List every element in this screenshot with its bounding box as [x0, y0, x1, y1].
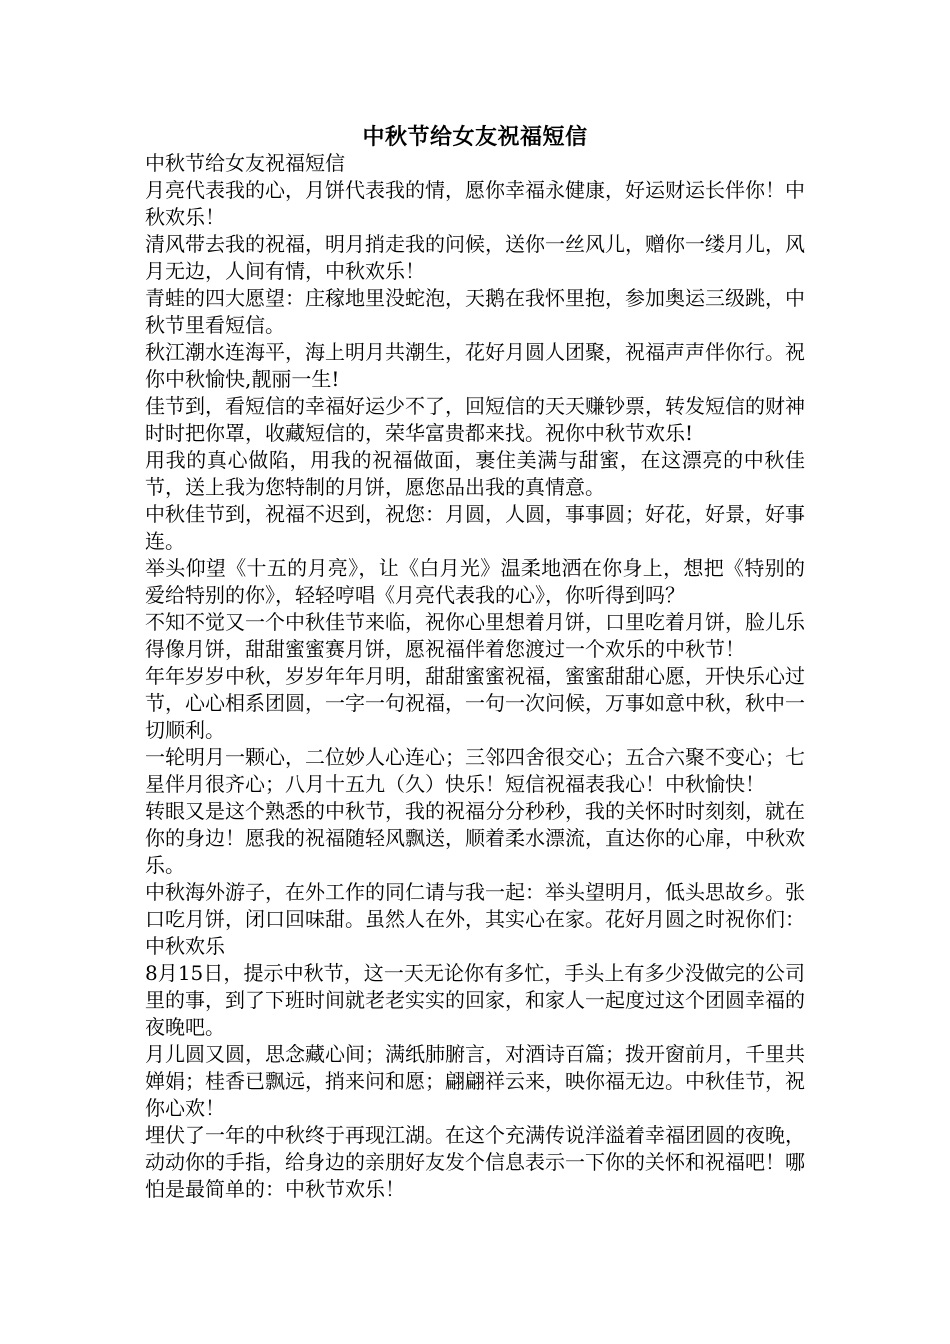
paragraph: 用我的真心做陷，用我的祝福做面，裹住美满与甜蜜，在这漂亮的中秋佳节，送上我为您特制的月饼，愿您品出我的真情意。 — [145, 448, 805, 499]
paragraph: 转眼又是这个熟悉的中秋节，我的祝福分分秒秒，我的关怀时时刻刻，就在你的身边！愿我的祝福随轻风飘送，顺着柔水漂流，直达你的心扉，中秋欢乐。 — [145, 799, 805, 877]
paragraph: 中秋节给女友祝福短信 — [145, 151, 345, 175]
paragraph: 月儿圆又圆，思念藏心间；满纸肺腑言，对酒诗百篇；拨开窗前月，千里共婵娟；桂香已飘远，捎来问和愿；翩翩祥云来，映你福无边。中秋佳节，祝你心欢！ — [145, 1042, 805, 1120]
document-title: 中秋节给女友祝福短信 — [362, 124, 588, 150]
paragraph: 一轮明月一颗心，二位妙人心连心；三邻四舍很交心；五合六聚不变心；七星伴月很齐心；八月十五九（久）快乐！短信祝福表我心！中秋愉快！ — [145, 745, 805, 796]
paragraph: 不知不觉又一个中秋佳节来临，祝你心里想着月饼，口里吃着月饼，脸儿乐得像月饼，甜甜蜜蜜赛月饼，愿祝福伴着您渡过一个欢乐的中秋节！ — [145, 610, 805, 661]
document-body — [145, 150, 805, 1203]
paragraph: 佳节到，看短信的幸福好运少不了，回短信的天天赚钞票，转发短信的财神时时把你罩，收藏短信的，荣华富贵都来找。祝你中秋节欢乐! — [145, 394, 805, 445]
paragraph: 中秋海外游子，在外工作的同仁请与我一起：举头望明月，低头思故乡。张口吃月饼，闭口回味甜。虽然人在外，其实心在家。花好月圆之时祝你们：中秋欢乐 — [145, 880, 805, 958]
paragraph: 秋江潮水连海平，海上明月共潮生，花好月圆人团聚，祝福声声伴你行。祝你中秋愉快,靓丽一生! — [145, 340, 805, 391]
paragraph: 举头仰望《十五的月亮》，让《白月光》温柔地洒在你身上，想把《特别的爱给特别的你》，轻轻哼唱《月亮代表我的心》，你听得到吗？ — [145, 556, 805, 607]
paragraph: 清风带去我的祝福，明月捎走我的问候，送你一丝风儿，赠你一缕月儿，风月无边，人间有情，中秋欢乐！ — [145, 232, 805, 283]
paragraph: 青蛙的四大愿望：庄稼地里没蛇泡，天鹅在我怀里抱，参加奥运三级跳，中秋节里看短信。 — [145, 286, 805, 337]
paragraph: 中秋佳节到，祝福不迟到，祝您：月圆，人圆，事事圆；好花，好景，好事连。 — [145, 502, 805, 553]
paragraph: 月亮代表我的心，月饼代表我的情，愿你幸福永健康，好运财运长伴你！中秋欢乐！ — [145, 178, 805, 229]
paragraph: 埋伏了一年的中秋终于再现江湖。在这个充满传说洋溢着幸福团圆的夜晚，动动你的手指，给身边的亲朋好友发个信息表示一下你的关怀和祝福吧！哪怕是最简单的：中秋节欢乐！ — [145, 1123, 805, 1201]
paragraph: 8月15日，提示中秋节，这一天无论你有多忙，手头上有多少没做完的公司里的事，到了下班时间就老老实实的回家，和家人一起度过这个团圆幸福的夜晚吧。 — [145, 961, 805, 1039]
paragraph: 年年岁岁中秋，岁岁年年月明，甜甜蜜蜜祝福，蜜蜜甜甜心愿，开快乐心过节，心心相系团圆，一字一句祝福，一句一次问候，万事如意中秋，秋中一切顺利。 — [145, 664, 805, 742]
